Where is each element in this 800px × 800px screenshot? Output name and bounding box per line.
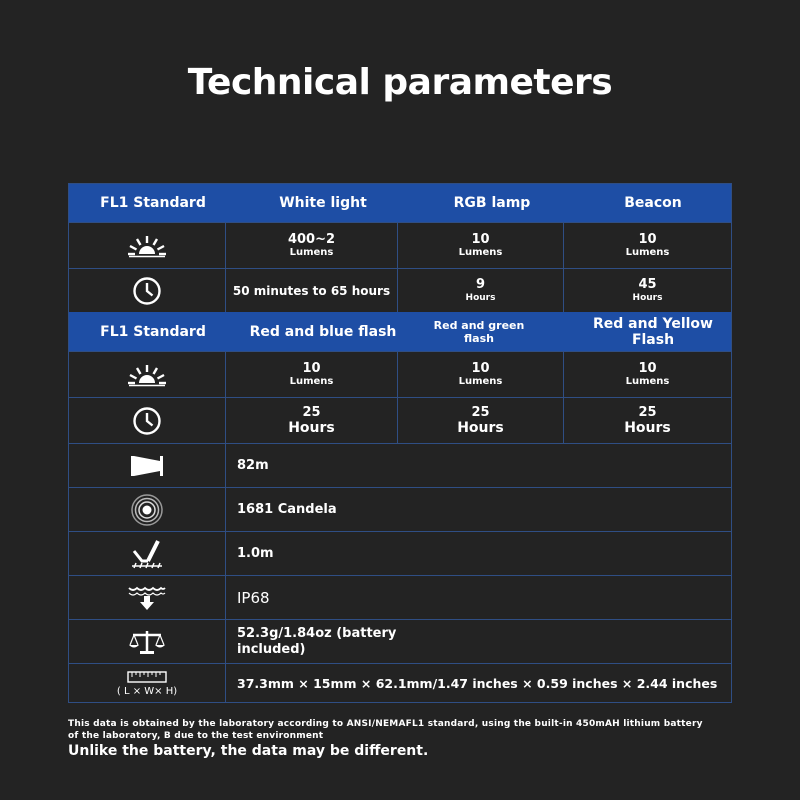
header-cell: FL1 Standard: [100, 323, 206, 340]
unit-text: Lumens: [625, 246, 670, 258]
weight-value: 52.3g/1.84oz (battery included): [237, 625, 397, 657]
beam-distance-value: 82m: [237, 458, 269, 473]
unit-text: Lumens: [458, 375, 503, 387]
unit-text: Lumens: [458, 246, 503, 258]
value-text: 45: [638, 276, 657, 292]
brightness-icon: [69, 223, 226, 268]
table-header-row: [69, 184, 731, 222]
value-text: 10: [471, 231, 490, 247]
value-text: 50 minutes to 65 hours: [232, 283, 391, 298]
unit-text: Lumens: [289, 246, 334, 258]
value-text: 25: [638, 404, 657, 420]
table-row: [69, 531, 731, 575]
footnote-emphasis: Unlike the battery, the data may be different.: [68, 743, 429, 759]
value-cell: [564, 269, 731, 312]
unit-text: Hours: [288, 419, 335, 436]
table-header-row: [69, 312, 731, 351]
clock-icon: [69, 398, 226, 443]
table-row: [69, 397, 731, 443]
value-cell: [564, 352, 731, 397]
table-row: [69, 663, 731, 703]
value-cell: [226, 223, 398, 268]
value-cell: [398, 352, 564, 397]
waterproof-value: IP68: [237, 588, 270, 607]
value-cell: [398, 398, 564, 443]
value-text: 25: [471, 404, 490, 420]
value-text: 10: [302, 360, 321, 376]
table-row: [69, 619, 731, 663]
page-title: Technical parameters: [187, 62, 613, 103]
value-cell: [564, 398, 731, 443]
table-row: [69, 351, 731, 397]
value-cell: [226, 352, 398, 397]
dimensions-value: 37.3mm × 15mm × 62.1mm/1.47 inches × 0.59 inches × 2.44 inches: [237, 676, 718, 691]
candela-value: 1681 Candela: [237, 502, 337, 517]
spec-table: [68, 183, 732, 703]
unit-text: Hours: [632, 292, 663, 303]
header-cell: Red and blue flash: [249, 323, 397, 340]
dimension-label: ( L × W× H): [116, 685, 178, 697]
value-text: 10: [638, 360, 657, 376]
unit-text: Hours: [624, 419, 671, 436]
beam-distance-icon: [69, 444, 226, 487]
header-cell: RGB lamp: [453, 195, 531, 211]
clock-icon: [69, 269, 226, 312]
candela-icon: [69, 488, 226, 531]
value-cell: [398, 269, 564, 312]
footnote: This data is obtained by the laboratory according to ANSI/NEMAFL1 standard, using the built-in 450mAH lithium battery of the laboratory, B due to the test environment: [68, 719, 703, 741]
value-text: 10: [471, 360, 490, 376]
header-cell: White light: [279, 195, 367, 211]
unit-text: Hours: [465, 292, 496, 303]
table-row: [69, 575, 731, 619]
table-row: [69, 222, 731, 268]
waterproof-icon: [69, 576, 226, 619]
unit-text: Lumens: [289, 375, 334, 387]
value-text: 10: [638, 231, 657, 247]
table-row: [69, 487, 731, 531]
brightness-icon: [69, 352, 226, 397]
value-cell: [226, 269, 398, 312]
value-text: 25: [302, 404, 321, 420]
value-text: 400~2: [287, 231, 336, 247]
weight-scale-icon: [69, 620, 226, 663]
unit-text: Hours: [457, 419, 504, 436]
value-text: 9: [475, 276, 486, 292]
unit-text: Lumens: [625, 375, 670, 387]
header-cell: Beacon: [624, 195, 682, 211]
value-cell: [226, 398, 398, 443]
impact-resistance-icon: [69, 532, 226, 575]
value-cell: [398, 223, 564, 268]
value-cell: [564, 223, 731, 268]
header-cell: Red and green flash: [433, 318, 525, 345]
header-cell: FL1 Standard: [100, 195, 206, 211]
header-cell: Red and Yellow Flash: [593, 315, 713, 348]
impact-value: 1.0m: [237, 546, 274, 561]
table-row: [69, 443, 731, 487]
table-row: [69, 268, 731, 312]
ruler-icon: [69, 664, 226, 703]
